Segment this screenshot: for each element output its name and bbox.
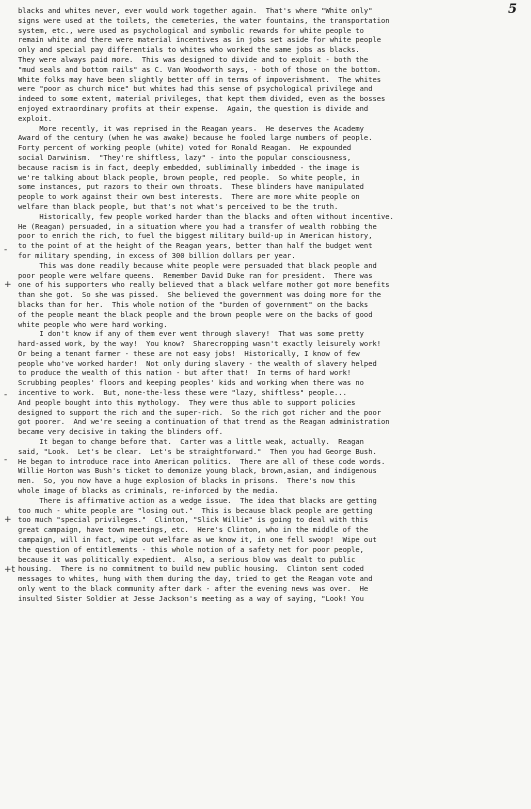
- margin-mark: +t: [4, 565, 16, 575]
- text-line: poor to enrich the rich, to fuel the biggest military build-up in American history,: [18, 231, 373, 241]
- text-line: poor people were welfare queens. Remember David Duke ran for president. There was: [18, 270, 373, 280]
- margin-mark: -: [4, 455, 8, 465]
- text-line: And people bought into this mythology. They were thus able to support policies: [18, 397, 356, 407]
- text-line: He began to introduce race into American politics. There are all of these code words.: [18, 456, 386, 466]
- text-line: because it was politically expedient. Also, a serious blow was dealt to public: [18, 554, 356, 564]
- text-line: welfare than black people, but that's not what's perceived to be the truth.: [18, 201, 339, 211]
- text-line: because racism is in fact, deeply embedded, subliminally imbedded - the image is: [18, 162, 360, 172]
- text-line: only and special pay differentials to whites who worked the same jobs as blacks.: [18, 45, 360, 55]
- text-line: Award of the century (when he was awake) because he fooled large numbers of people.: [18, 133, 373, 143]
- text-line: too much "special privileges." Clinton, "Slick Willie" is going to deal with this: [18, 515, 369, 525]
- text-line: enjoyed extraordinary profits at their expense. Again, the question is divide and: [18, 103, 369, 113]
- text-line: whole image of blacks as criminals, re-inforced by the media.: [18, 486, 279, 496]
- text-line: Or being a tenant farmer - these are not easy jobs! Historically, I know of few: [18, 348, 360, 358]
- text-line: people who've worked harder! Not only during slavery - the wealth of slavery helped: [18, 358, 377, 368]
- text-line: social Darwinism. "They're shiftless, lazy" - into the popular consciousness,: [18, 152, 352, 162]
- margin-mark: +: [4, 515, 12, 525]
- text-line: I don't know if any of them ever went through slavery! That was some pretty: [18, 329, 364, 339]
- text-line: They were always paid more. This was designed to divide and to exploit - both the: [18, 54, 369, 64]
- text-line: only went to the black community after dark - after the evening news was over. He: [18, 584, 369, 594]
- text-line: Forty percent of working people (white) voted for Ronald Reagan. He expounded: [18, 143, 352, 153]
- text-line: white people who were hard working.: [18, 319, 168, 329]
- text-line: said, "Look. Let's be clear. Let's be straightforward." Then you had George Bush.: [18, 446, 377, 456]
- text-line: "mud seals and bottom rails" as C. Van Woodworth says, - both of those on the bottom.: [18, 64, 382, 74]
- text-line: hard-assed work, by the way! You know? Sharecropping wasn't exactly leisurely work!: [18, 339, 382, 349]
- text-line: campaign, will in fact, wipe out welfare as we know it, in one fell swoop! Wipe out: [18, 535, 377, 545]
- text-line: system, etc., were used as psychological and symbolic rewards for white people to: [18, 25, 364, 35]
- margin-mark: +: [4, 280, 12, 290]
- text-line: insulted Sister Soldier at Jesse Jackson's meeting as a way of saying, "Look! You: [18, 593, 364, 603]
- text-line: Historically, few people worked harder than the blacks and often without incentive.: [18, 211, 394, 221]
- text-line: got poorer. And we're seeing a continuation of that trend as the Reagan administration: [18, 417, 390, 427]
- text-line: Scrubbing peoples' floors and keeping peoples' kids and working when there was no: [18, 378, 364, 388]
- margin-mark: -: [4, 390, 8, 400]
- text-line: too much - white people are "losing out." This is because black people are getting: [18, 505, 373, 515]
- margin-mark: -: [4, 245, 8, 255]
- text-line: There is affirmative action as a wedge issue. The idea that blacks are getting: [18, 495, 377, 505]
- page-number: 5: [507, 2, 517, 17]
- text-line: of the people meant the black people and the brown people were on the backs of good: [18, 309, 373, 319]
- text-line: to the point of at the height of the Reagan years, better than half the budget went: [18, 241, 373, 251]
- text-line: incentive to work. But, none-the-less these were "lazy, shiftless" people...: [18, 388, 347, 398]
- text-line: some instances, put razors to their own throats. These blinders have manipulated: [18, 182, 364, 192]
- body-text: [18, 6, 519, 604]
- text-line: were "poor as church mice" but whites had this sense of psychological privilege and: [18, 84, 373, 94]
- text-line: men. So, you now have a huge explosion of blacks in prisons. There's now this: [18, 476, 356, 486]
- text-line: White folks may have been slightly better off in terms of impoverishment. The whites: [18, 74, 382, 84]
- text-line: blacks and whites never, ever would work together again. That's where "White only": [18, 6, 373, 15]
- text-line: messages to whites, hung with them during the day, tried to get the Reagan vote and: [18, 574, 373, 584]
- text-line: people to work against their own best interests. There are more white people on: [18, 192, 360, 202]
- text-line: signs were used at the toilets, the cemeteries, the water fountains, the transportation: [18, 15, 390, 25]
- text-line: More recently, it was reprised in the Reagan years. He deserves the Academy: [18, 123, 364, 133]
- text-line: to produce the wealth of this nation - but after that! In terms of hard work!: [18, 368, 352, 378]
- text-line: one of his supporters who really believed that a black welfare mother got more benefits: [18, 280, 390, 290]
- text-line: for military spending, in excess of 300 billion dollars per year.: [18, 250, 296, 260]
- text-line: This was done readily because white people were persuaded that black people and: [18, 260, 377, 270]
- text-line: great campaign, have town meetings, etc. Here's Clinton, who in the middle of the: [18, 525, 369, 535]
- text-line: Willie Horton was Bush's ticket to demonize young black, brown,asian, and indigenous: [18, 466, 377, 476]
- text-line: housing. There is no commitment to build new public housing. Clinton sent coded: [18, 564, 364, 574]
- text-line: designed to support the rich and the super-rich. So the rich got richer and the poor: [18, 407, 382, 417]
- text-line: It began to change before that. Carter was a little weak, actually. Reagan: [18, 437, 364, 447]
- text-line: blacks than for her. This whole notion of the "burden of government" on the backs: [18, 299, 369, 309]
- text-line: became very decisive in taking the blinders off.: [18, 427, 223, 437]
- text-line: we're talking about black people, brown people, red people. So white people, in: [18, 172, 360, 182]
- text-line: indeed to some extent, material privileges, that kept them divided, even as the bosses: [18, 94, 386, 104]
- text-line: the question of entitlements - this whole notion of a safety net for poor people,: [18, 544, 364, 554]
- text-line: exploit.: [18, 113, 53, 123]
- text-line: He (Reagan) persuaded, in a situation where you had a transfer of wealth robbing the: [18, 221, 377, 231]
- text-line: remain white and there were material incentives as in jobs set aside for white people: [18, 35, 382, 45]
- text-line: than she got. So she was pissed. She believed the government was doing more for the: [18, 290, 382, 300]
